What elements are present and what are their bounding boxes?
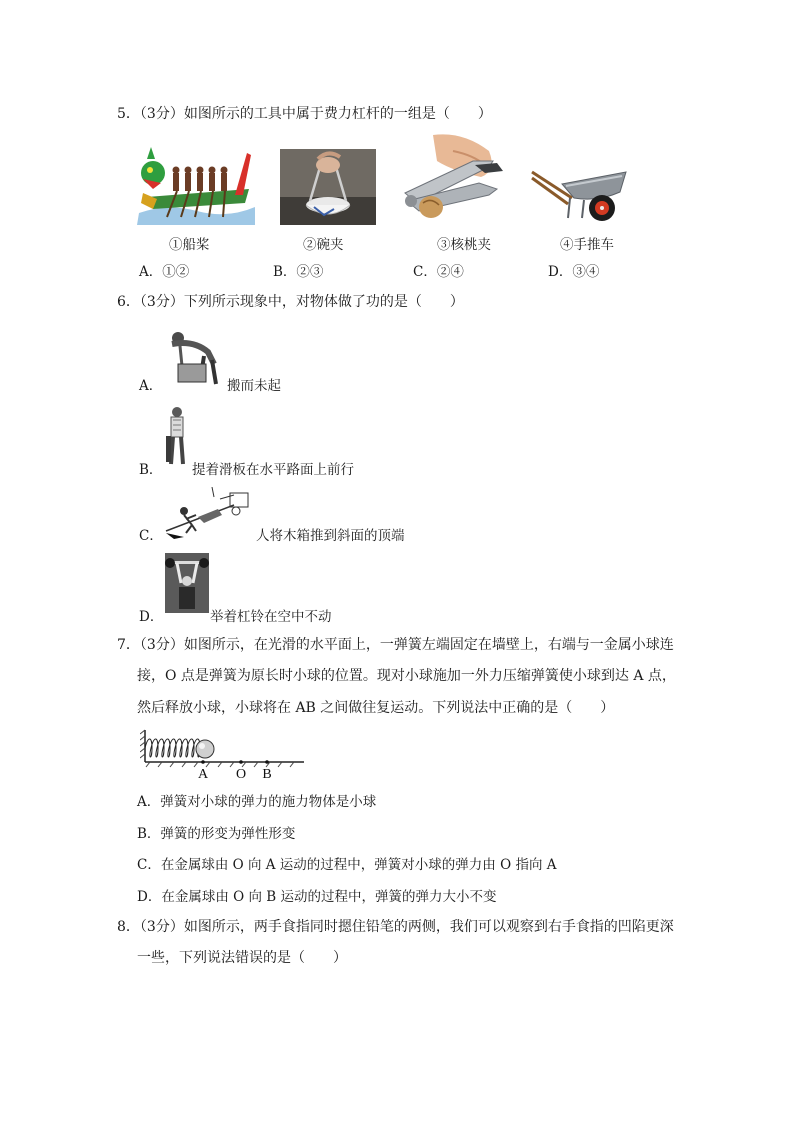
label-b: B [262, 767, 272, 782]
lifting-box-image [164, 330, 224, 386]
spring-ball-diagram [140, 728, 306, 782]
caption-2: ②碗夹 [303, 237, 344, 253]
caption-1: ①船桨 [169, 237, 210, 253]
q6-option-b-letter[interactable]: B． [139, 462, 163, 478]
q6-option-b-text: 提着滑板在水平路面上前行 [192, 462, 354, 478]
wheelbarrow-image [528, 158, 630, 226]
dragon-boat-image [137, 133, 255, 225]
q6-option-c-text: 人将木箱推到斜面的顶端 [256, 528, 405, 544]
walnut-cracker-image [393, 131, 509, 227]
q6-stem: 6．（3分）下列所示现象中，对物体做了功的是（ ） [117, 294, 464, 310]
q6-option-c-letter[interactable]: C． [139, 528, 163, 544]
q7-stem-line-2: 接，O 点是弹簧为原长时小球的位置。现对小球施加一外力压缩弹簧使小球到达 A 点， [137, 668, 676, 684]
q5-option-a[interactable]: A．①② [139, 264, 190, 280]
q5-stem: 5．（3分）如图所示的工具中属于费力杠杆的一组是（ ） [117, 106, 492, 122]
q6-option-d-text: 举着杠铃在空中不动 [210, 609, 332, 625]
q5-option-b[interactable]: B．②③ [273, 264, 324, 280]
caption-4: ④手推车 [560, 237, 614, 253]
label-o: O [235, 767, 247, 782]
q6-option-a-letter[interactable]: A． [139, 378, 163, 394]
q7-option-b[interactable]: B．弹簧的形变为弹性形变 [137, 826, 296, 842]
q5-option-c[interactable]: C．②④ [413, 264, 464, 280]
bowl-clamp-image [280, 149, 376, 225]
q7-option-d[interactable]: D．在金属球由 O 向 B 运动的过程中，弹簧的弹力大小不变 [137, 889, 497, 905]
q6-option-a-text: 搬而未起 [227, 378, 281, 394]
q5-option-d[interactable]: D．③④ [548, 264, 600, 280]
q7-option-c[interactable]: C．在金属球由 O 向 A 运动的过程中，弹簧对小球的弹力由 O 指向 A [137, 857, 557, 873]
q6-option-d-letter[interactable]: D． [139, 609, 164, 625]
q8-stem-line-2: 一些，下列说法错误的是（ ） [137, 950, 347, 966]
caption-3: ③核桃夹 [437, 237, 491, 253]
label-a: A [197, 767, 209, 782]
holding-barbell-image [165, 553, 209, 613]
q7-stem-line-1: 7．（3分）如图所示，在光滑的水平面上，一弹簧左端固定在墙壁上，右端与一金属小球连 [117, 637, 674, 653]
q7-stem-line-3: 然后释放小球，小球将在 AB 之间做往复运动。下列说法中正确的是（ ） [137, 700, 615, 716]
q8-stem-line-1: 8．（3分）如图所示，两手食指同时摁住铅笔的两侧，我们可以观察到右手食指的凹陷更深 [117, 919, 674, 935]
carrying-skateboard-image [164, 406, 192, 468]
pushing-box-up-slope-image [164, 487, 250, 539]
q7-option-a[interactable]: A．弹簧对小球的弹力的施力物体是小球 [137, 794, 377, 810]
